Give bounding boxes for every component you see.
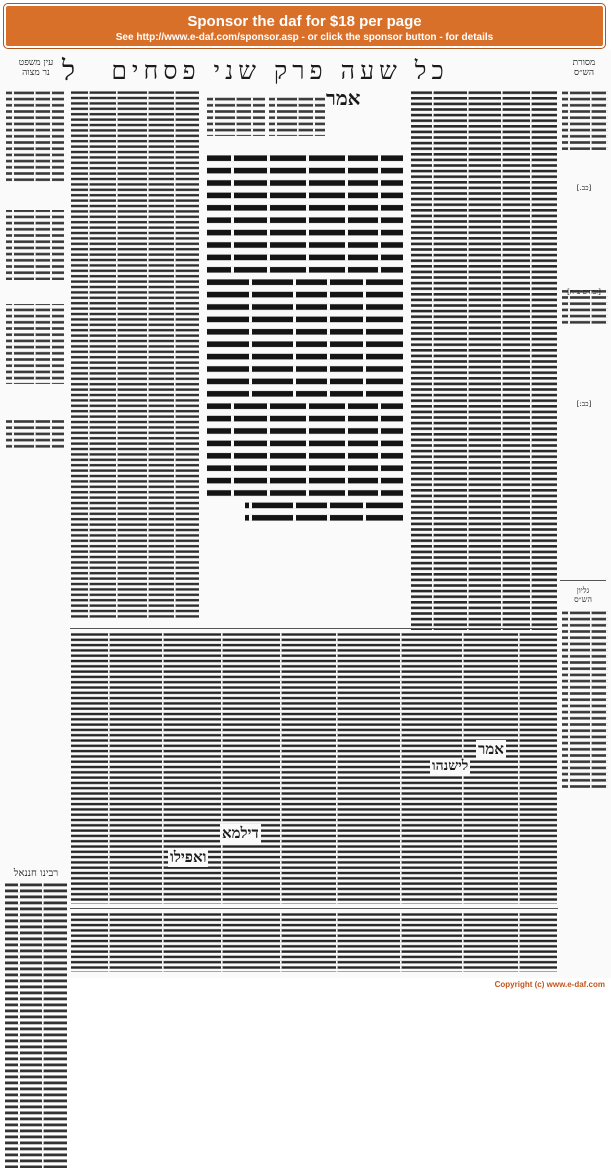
lower-commentary-text: [70, 632, 558, 904]
daf-number: ל: [62, 54, 76, 87]
sponsor-subtitle: See http://www.e-daf.com/sponsor.asp - or click the sponsor button - for details: [115, 32, 494, 43]
side-ref-3: [כב:]: [576, 400, 592, 408]
rashi-column: [410, 90, 558, 630]
section-divider: [70, 628, 558, 629]
ein-mishpat-column: [4, 90, 66, 620]
sponsor-banner[interactable]: [4, 4, 605, 48]
mesoret-text: [560, 90, 608, 390]
footnotes-text: [70, 912, 558, 972]
ein-mishpat-label: עין משפט נר מצוה: [18, 58, 54, 78]
page-title: כל שעה פרק שני פסחים: [111, 56, 449, 85]
mesoret-column: [560, 90, 608, 390]
gemara-text: [205, 90, 405, 530]
keyword-lisheneinhu: לישנהו: [432, 758, 469, 774]
gilyon-hashas-label: גליון הש״ס: [574, 586, 592, 604]
side-ref-1: [כב.]: [576, 184, 592, 192]
side-ref-2: [זבחים צ״ה]: [567, 288, 601, 296]
sponsor-title: Sponsor the daf for $18 per page: [187, 13, 422, 30]
rashi-text: [410, 90, 558, 630]
keyword-amar-rashi: אמר: [478, 740, 504, 758]
gemara-column: [205, 90, 405, 530]
gilyon-text: [560, 610, 608, 1170]
tosafot-text: [70, 90, 200, 620]
keyword-amar: אמר: [326, 86, 361, 110]
keyword-dilma: דילמא: [222, 824, 259, 842]
tosafot-column: [70, 90, 200, 620]
talmud-page: [0, 50, 611, 978]
footnotes: [70, 912, 558, 972]
rabbeinu-chananel-text: [4, 882, 68, 1168]
lower-commentary: [70, 632, 558, 904]
keyword-veafilu: ואפילו: [170, 848, 207, 866]
ein-mishpat-text: [4, 90, 66, 620]
copyright-notice[interactable]: Copyright (c) www.e-daf.com: [494, 980, 605, 989]
gilyon-column: [560, 610, 608, 1170]
rabbeinu-chananel-column: [4, 882, 68, 1168]
mesoret-hashas-label: מסורת הש״ס: [572, 58, 596, 78]
footnote-divider: [70, 908, 558, 909]
gilyon-divider: [560, 580, 606, 581]
rabbeinu-chananel-label: רבינו חננאל: [13, 868, 59, 879]
